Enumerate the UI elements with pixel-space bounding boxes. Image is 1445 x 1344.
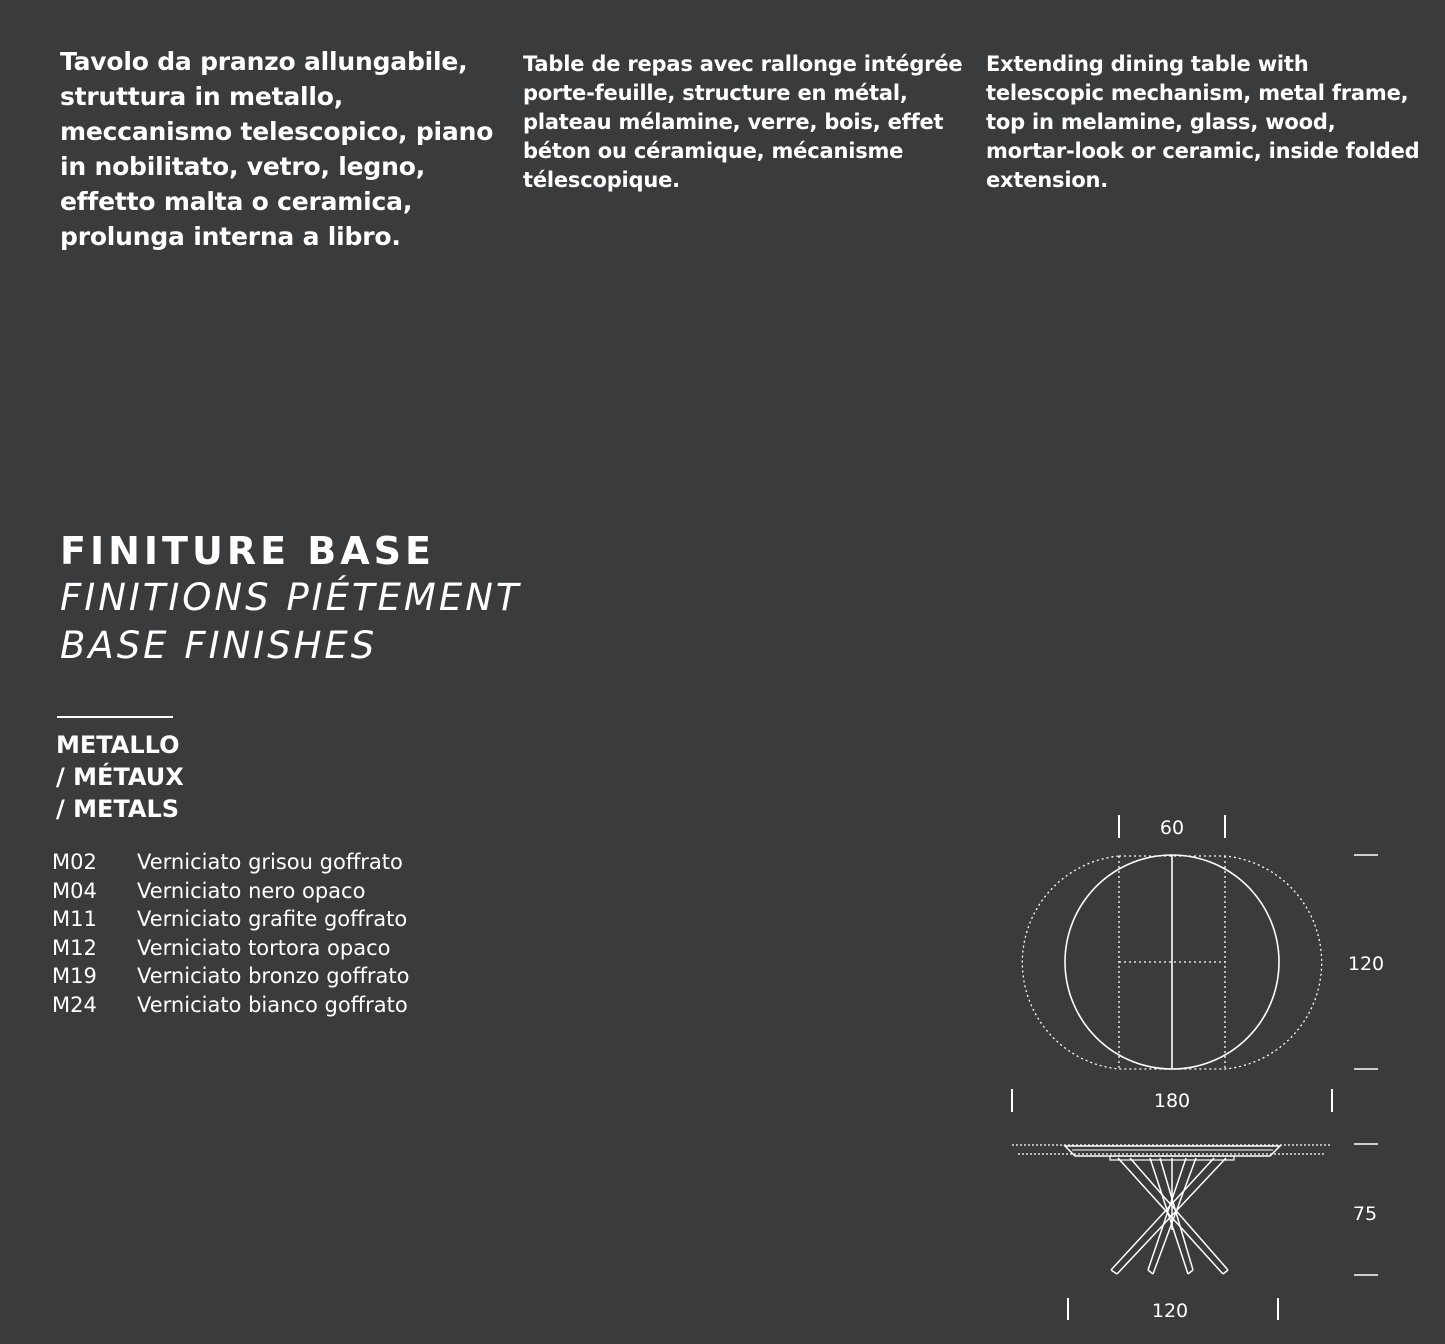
heading-italian: FINITURE BASE bbox=[60, 529, 435, 573]
description-french: Table de repas avec rallonge intégrée porte-feuille, structure en métal, plateau mélamine, verre, bois, effet béton ou céramique, mécanisme télescopique. bbox=[523, 52, 963, 192]
finish-code: M24 bbox=[52, 992, 97, 1017]
dim-extension-width: 60 bbox=[1159, 817, 1185, 839]
crossed-legs bbox=[1111, 1158, 1228, 1274]
finish-name: Verniciato tortora opaco bbox=[137, 935, 391, 960]
finish-code: M04 bbox=[52, 878, 97, 903]
finish-name: Verniciato bianco goffrato bbox=[137, 992, 408, 1017]
dim-height: 75 bbox=[1352, 1203, 1378, 1225]
description-italian: Tavolo da pranzo allungabile, struttura in metallo, meccanismo telescopico, piano in nobilitato, vetro, legno, effetto malta o ceramica, prolunga interna a libro. bbox=[60, 47, 494, 251]
heading-english: BASE FINISHES bbox=[60, 624, 378, 667]
finish-name: Verniciato grisou goffrato bbox=[137, 850, 403, 874]
heading-french: FINITIONS PIÉTEMENT bbox=[60, 576, 522, 619]
finish-name: Verniciato nero opaco bbox=[137, 878, 366, 903]
finish-code: M02 bbox=[52, 850, 97, 874]
finish-code: M12 bbox=[52, 935, 97, 960]
description-english: Extending dining table with telescopic mechanism, metal frame, top in melamine, glass, wood, mortar-look or ceramic, inside folded extension. bbox=[986, 52, 1420, 192]
finish-name: Verniciato grafite goffrato bbox=[137, 907, 408, 932]
finish-name: Verniciato bronzo goffrato bbox=[137, 964, 410, 989]
category-italian: METALLO bbox=[56, 731, 180, 759]
finish-code: M11 bbox=[52, 907, 97, 932]
dim-depth: 120 bbox=[1347, 953, 1385, 975]
dim-base-width: 120 bbox=[1151, 1300, 1189, 1322]
category-english: / METALS bbox=[56, 795, 180, 823]
finish-code: M19 bbox=[52, 964, 97, 989]
category-french: / MÉTAUX bbox=[56, 763, 184, 791]
dim-extended-length: 180 bbox=[1153, 1090, 1191, 1112]
